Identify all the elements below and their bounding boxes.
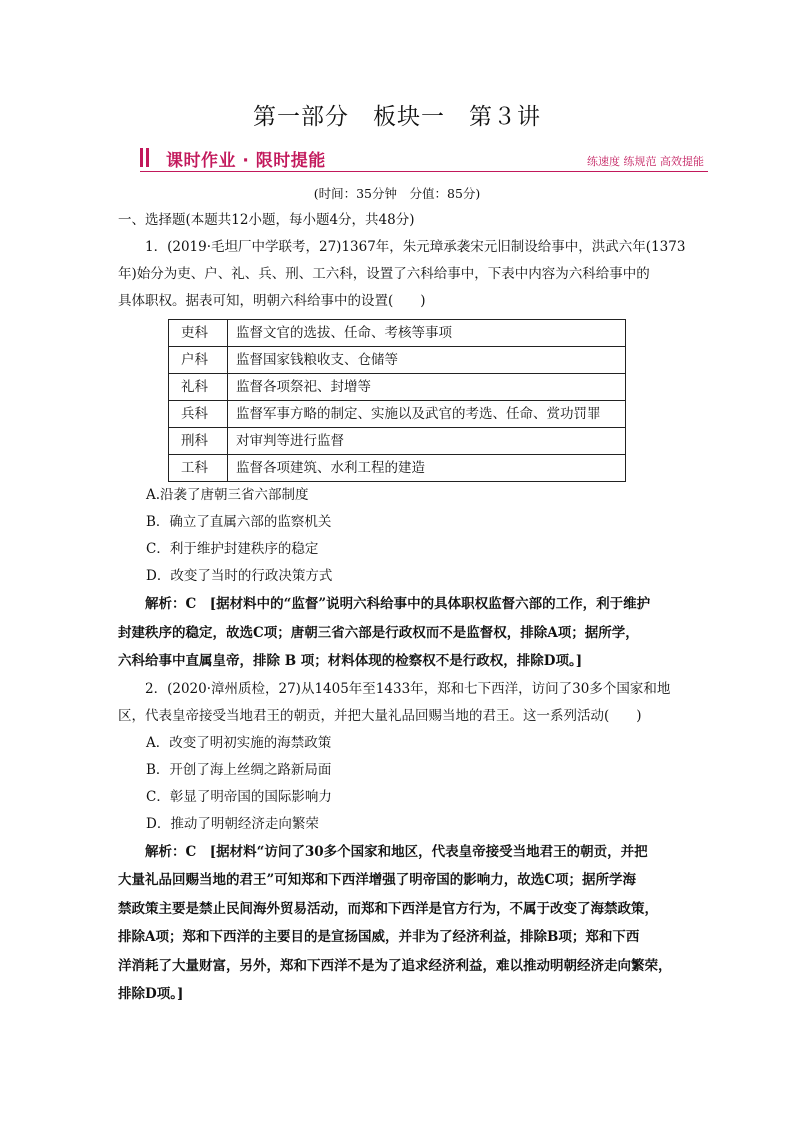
q1-option-d: D．改变了当时的行政决策方式	[146, 568, 333, 584]
table-row	[169, 347, 626, 374]
q2-analysis-line: 大量礼品回赐当地的君王”可知郑和下西洋增强了明帝国的影响力，故选C项；据所学海	[118, 872, 637, 888]
table-cell-duty: 监督各项祭祀、封增等	[228, 374, 626, 401]
q2-analysis-line: 解析：C [据材料“访问了30多个国家和地区，代表皇帝接受当地君王的朝贡，并把	[145, 843, 648, 860]
table-cell-office: 刑科	[169, 428, 228, 455]
duties-table	[168, 319, 626, 482]
q2-option-a: A．改变了明初实施的海禁政策	[146, 734, 332, 751]
table-cell-office: 兵科	[169, 401, 228, 428]
q2-option-c: C．彰显了明帝国的国际影响力	[146, 788, 332, 805]
table-cell-office: 工科	[169, 455, 228, 482]
section-heading: 一、选择题(本题共12小题，每小题4分，共48分)	[118, 212, 415, 228]
banner-bars-icon	[140, 148, 152, 171]
table-cell-office: 户科	[169, 347, 228, 374]
q2-stem-line: 2．(2020·漳州质检，27)从1405年至1433年，郑和七下西洋，访问了30多个国家和地	[145, 680, 671, 697]
table-cell-duty: 监督文官的选拔、任命、考核等事项	[228, 320, 626, 347]
table-cell-office: 礼科	[169, 374, 228, 401]
table-cell-duty: 对审判等进行监督	[228, 428, 626, 455]
question-2	[118, 676, 704, 1009]
table-row	[169, 374, 626, 401]
page-title: 第一部分 板块一 第３讲	[253, 104, 541, 130]
q1-stem-line: 1．(2019·毛坦厂中学联考，27)1367年，朱元璋承袭宋元旧制设给事中，洪武六年(1373	[145, 239, 686, 255]
q1-stem-line: 具体职权。据表可知，明朝六科给事中的设置( )	[118, 293, 426, 309]
question-1	[118, 234, 704, 676]
banner-rule	[140, 171, 708, 172]
table-row	[169, 455, 626, 482]
table-cell-duty: 监督军事方略的制定、实施以及武官的考选、任命、赏功罚罪	[228, 401, 626, 428]
q1-option-a: A.沿袭了唐朝三省六部制度	[146, 487, 309, 503]
table-cell-duty: 监督国家钱粮收支、仓储等	[228, 347, 626, 374]
q1-stem-line: 年)始分为吏、户、礼、兵、刑、工六科，设置了六科给事中，下表中内容为六科给事中的	[118, 266, 650, 282]
q2-analysis-line: 禁政策主要是禁止民间海外贸易活动，而郑和下西洋是官方行为，不属于改变了海禁政策，	[118, 900, 658, 917]
q2-stem-line: 区，代表皇帝接受当地君王的朝贡，并把大量礼品回赐当地的君王。这一系列活动( )	[118, 707, 642, 724]
table-row	[169, 320, 626, 347]
table-cell-office: 吏科	[169, 320, 228, 347]
q2-analysis-line: 排除D项。]	[118, 986, 184, 1002]
q1-analysis-line: 封建秩序的稳定，故选C项；唐朝三省六部是行政权而不是监督权，排除A项；据所学，	[118, 624, 639, 641]
q1-analysis-line: 六科给事中直属皇帝，排除 B 项；材料体现的检察权不是行政权，排除D项。]	[118, 653, 583, 669]
banner-title: 课时作业 · 限时提能	[166, 151, 326, 171]
table-cell-duty: 监督各项建筑、水利工程的建造	[228, 455, 626, 482]
q2-option-d: D．推动了明朝经济走向繁荣	[146, 815, 319, 832]
q2-analysis-line: 排除A项；郑和下西洋的主要目的是宣扬国威，并非为了经济利益，排除B项；郑和下西	[118, 929, 640, 945]
table-row	[169, 428, 626, 455]
section-banner	[140, 146, 708, 172]
question-body	[118, 207, 704, 1009]
q2-analysis-line: 洋消耗了大量财富，另外，郑和下西洋不是为了追求经济利益，难以推动明朝经济走向繁荣，	[118, 957, 672, 974]
q1-option-b: B．确立了直属六部的监察机关	[146, 514, 332, 530]
table-row	[169, 401, 626, 428]
banner-subtitle: 练速度 练规范 高效提能	[587, 155, 704, 168]
time-score-info: (时间：35分钟 分值：85分)	[313, 186, 481, 201]
q2-option-b: B．开创了海上丝绸之路新局面	[146, 761, 332, 778]
q1-option-c: C．利于维护封建秩序的稳定	[146, 541, 319, 557]
q1-analysis-line: 解析：C [据材料中的“监督”说明六科给事中的具体职权监督六部的工作，利于维护	[145, 596, 651, 612]
